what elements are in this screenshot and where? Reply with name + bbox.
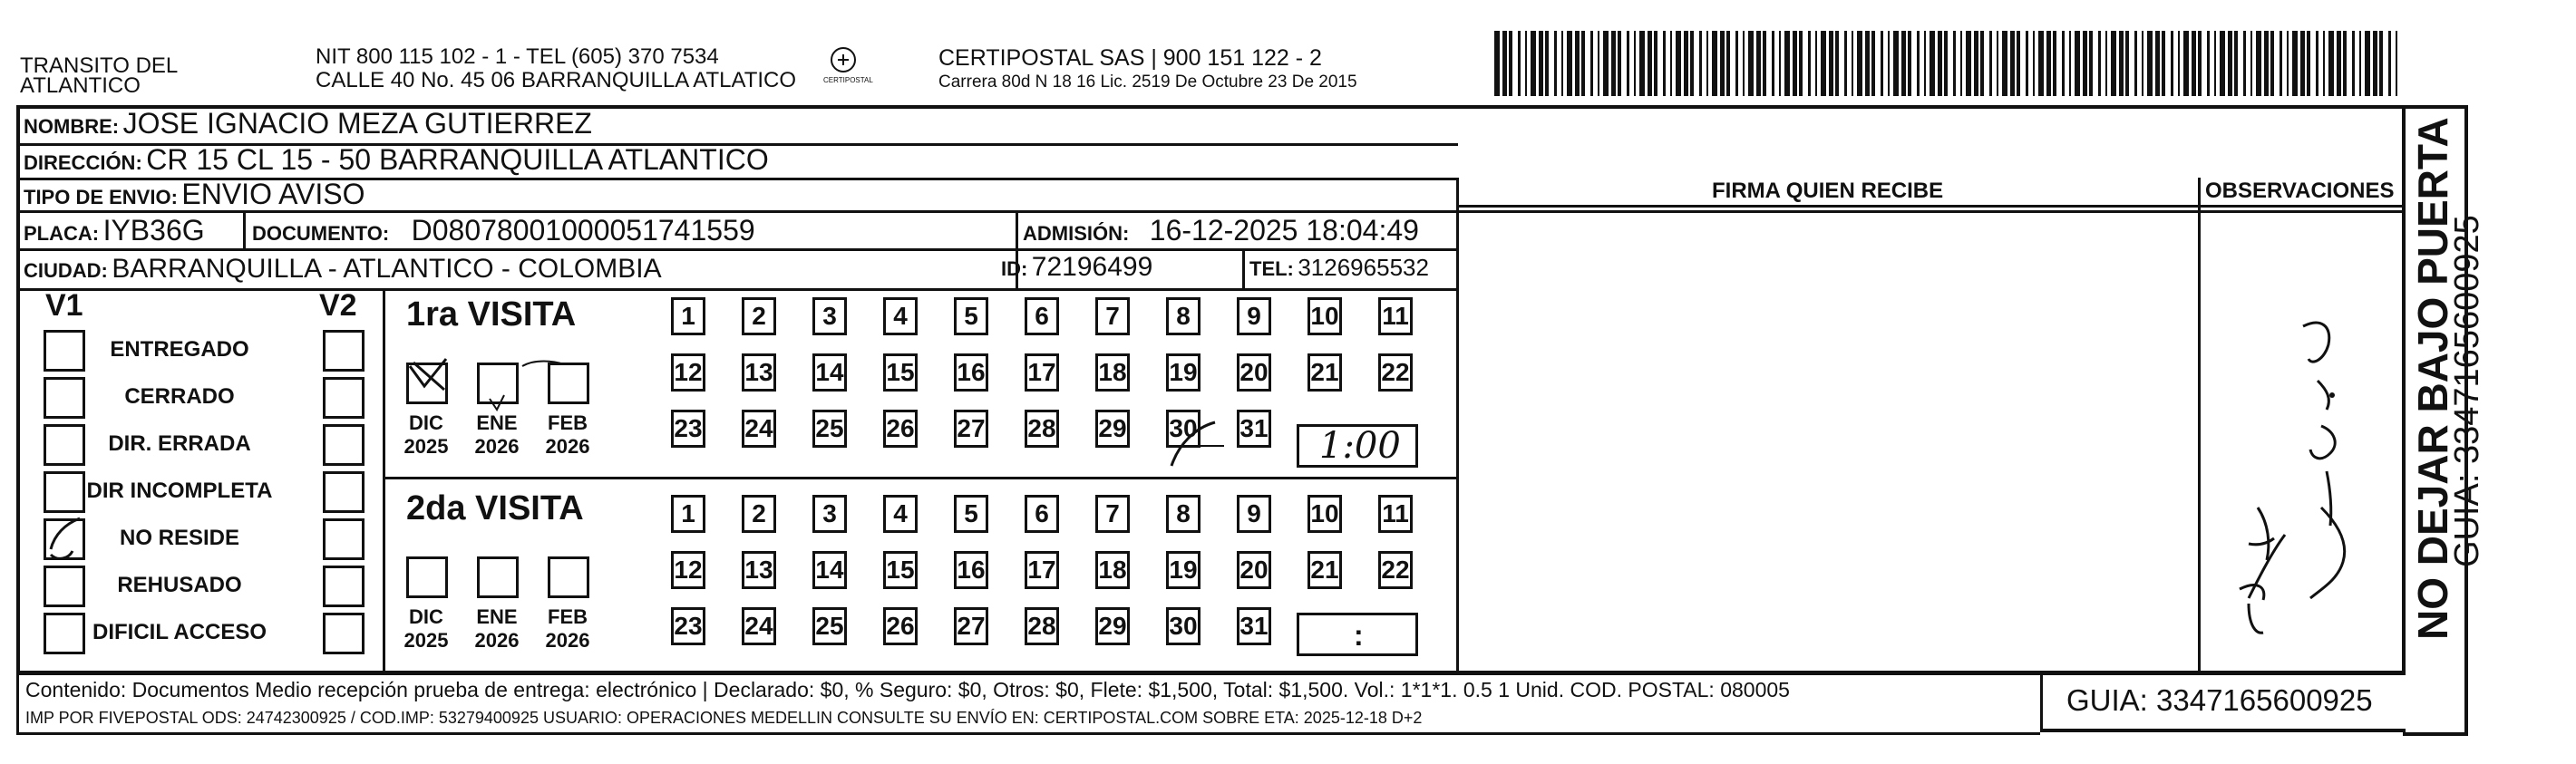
month-name: DIC xyxy=(409,411,443,434)
doc-label: DOCUMENTO: xyxy=(252,222,390,245)
status-label: DIR. ERRADA xyxy=(108,431,251,456)
day-box[interactable]: 30 xyxy=(1166,607,1201,645)
day-box[interactable]: 19 xyxy=(1166,551,1201,589)
day-box[interactable]: 9 xyxy=(1237,495,1271,533)
month-year: 2026 xyxy=(474,435,520,458)
footer-guia-box xyxy=(2040,672,2406,732)
tel-value: 3126965532 xyxy=(1298,254,1429,281)
recipient-name: JOSE IGNACIO MEZA GUTIERREZ xyxy=(122,107,592,140)
day-box[interactable]: 13 xyxy=(742,551,776,589)
status-label: REHUSADO xyxy=(117,573,242,597)
month-year: 2026 xyxy=(545,435,590,458)
day-box[interactable]: 2 xyxy=(742,495,776,533)
day-box[interactable]: 26 xyxy=(883,410,918,448)
status-label: DIR INCOMPLETA xyxy=(86,479,273,503)
day-box[interactable]: 9 xyxy=(1237,297,1271,335)
day-box[interactable]: 27 xyxy=(954,607,988,645)
day-box[interactable]: 18 xyxy=(1095,353,1130,392)
day-box[interactable]: 25 xyxy=(812,607,847,645)
v1-label: V1 xyxy=(45,288,83,323)
doc-value: D08078001000051741559 xyxy=(411,214,755,247)
day-box[interactable]: 11 xyxy=(1378,297,1413,335)
logo-text: CERTIPOSTAL xyxy=(823,76,873,84)
day-box[interactable]: 5 xyxy=(954,495,988,533)
day-box[interactable]: 28 xyxy=(1025,607,1059,645)
day-box[interactable]: 10 xyxy=(1307,495,1342,533)
nit-line: NIT 800 115 102 - 1 - TEL (605) 370 7534 xyxy=(316,44,719,69)
day-box[interactable]: 17 xyxy=(1025,551,1059,589)
day-box[interactable]: 10 xyxy=(1307,297,1342,335)
day-box[interactable]: 14 xyxy=(812,353,847,392)
footer-guia: GUIA: 3347165600925 xyxy=(2066,683,2373,717)
org-name-line1: TRANSITO DEL xyxy=(20,53,179,78)
day-box[interactable]: 18 xyxy=(1095,551,1130,589)
day-box[interactable]: 24 xyxy=(742,607,776,645)
day-box[interactable]: 12 xyxy=(671,551,705,589)
city-label: CIUDAD: xyxy=(24,259,108,282)
day-box[interactable]: 8 xyxy=(1166,495,1201,533)
day-box[interactable]: 12 xyxy=(671,353,705,392)
day-box[interactable]: 31 xyxy=(1237,410,1271,448)
footer-content-line: Contenido: Documentos Medio recepción prueba de entrega: electrónico | Declarado: $0, % Seguro: $0, Otros: $0, Flete: $1,500, Total: $1,500. Vol.: 1*1*1. 0.5 1 Unid. COD. POSTAL: 080005 xyxy=(25,678,1790,701)
day-box[interactable]: 11 xyxy=(1378,495,1413,533)
status-label: CERRADO xyxy=(124,384,235,409)
month-name: FEB xyxy=(548,411,588,434)
day-box[interactable]: 22 xyxy=(1378,353,1413,392)
status-label: ENTREGADO xyxy=(110,337,249,362)
month-year: 2025 xyxy=(403,629,449,652)
day-box[interactable]: 26 xyxy=(883,607,918,645)
day-box[interactable]: 25 xyxy=(812,410,847,448)
day-box[interactable]: 1 xyxy=(671,495,705,533)
day-box[interactable]: 24 xyxy=(742,410,776,448)
plate-label: PLACA: xyxy=(24,222,100,245)
v2-label: V2 xyxy=(319,288,357,323)
side-guia: GUIA: 3347165600925 xyxy=(2448,215,2486,567)
month-year: 2025 xyxy=(403,435,449,458)
status-label: NO RESIDE xyxy=(119,526,240,550)
month-year: 2026 xyxy=(545,629,590,652)
day-box[interactable]: 6 xyxy=(1025,495,1059,533)
org-name-line2: ATLANTICO xyxy=(20,73,141,98)
day-box[interactable]: 5 xyxy=(954,297,988,335)
month-name: ENE xyxy=(476,605,518,628)
day-box[interactable]: 6 xyxy=(1025,297,1059,335)
month-name: ENE xyxy=(476,411,518,434)
month-year: 2026 xyxy=(474,629,520,652)
day-box[interactable]: 1 xyxy=(671,297,705,335)
day-box[interactable]: 17 xyxy=(1025,353,1059,392)
license-line: Carrera 80d N 18 16 Lic. 2519 De Octubre 23 De 2015 xyxy=(938,73,1357,92)
name-label: NOMBRE: xyxy=(24,115,120,138)
day-box[interactable]: 31 xyxy=(1237,607,1271,645)
admission-value: 16-12-2025 18:04:49 xyxy=(1149,214,1419,247)
id-label: ID: xyxy=(1001,257,1028,280)
day-box[interactable]: 29 xyxy=(1095,607,1130,645)
day-box[interactable]: 7 xyxy=(1095,297,1130,335)
day-box[interactable]: 4 xyxy=(883,495,918,533)
day-box[interactable]: 22 xyxy=(1378,551,1413,589)
day-box[interactable]: 23 xyxy=(671,607,705,645)
day-box[interactable]: 28 xyxy=(1025,410,1059,448)
day-box[interactable]: 21 xyxy=(1307,353,1342,392)
day-box[interactable]: 7 xyxy=(1095,495,1130,533)
day-box[interactable]: 15 xyxy=(883,551,918,589)
day-box[interactable]: 14 xyxy=(812,551,847,589)
courier-line: CERTIPOSTAL SAS | 900 151 122 - 2 xyxy=(938,45,1322,71)
day-box[interactable]: 19 xyxy=(1166,353,1201,392)
side-warning: NO DEJAR BAJO PUERTA xyxy=(2409,117,2456,640)
day-box[interactable]: 20 xyxy=(1237,353,1271,392)
status-label: DIFICIL ACCESO xyxy=(92,620,267,644)
day-box[interactable]: 2 xyxy=(742,297,776,335)
day-box[interactable]: 3 xyxy=(812,495,847,533)
day-box[interactable]: 13 xyxy=(742,353,776,392)
day-box[interactable]: 21 xyxy=(1307,551,1342,589)
visit2-time-sep: : xyxy=(1354,619,1364,652)
day-box[interactable]: 16 xyxy=(954,353,988,392)
recipient-address: CR 15 CL 15 - 50 BARRANQUILLA ATLANTICO xyxy=(146,143,769,176)
tel-label: TEL: xyxy=(1249,257,1294,280)
admission-label: ADMISIÓN: xyxy=(1023,222,1130,245)
day-box[interactable]: 3 xyxy=(812,297,847,335)
month-name: DIC xyxy=(409,605,443,628)
org-address-line: CALLE 40 No. 45 06 BARRANQUILLA ATLATICO xyxy=(316,68,797,92)
plate-value: IYB36G xyxy=(102,214,205,247)
signature-header: FIRMA QUIEN RECIBE xyxy=(1712,179,1944,203)
month-name: FEB xyxy=(548,605,588,628)
day-box[interactable]: 16 xyxy=(954,551,988,589)
visit2-title: 2da VISITA xyxy=(406,489,584,527)
visit1-title: 1ra VISITA xyxy=(406,295,577,334)
day-box[interactable]: 29 xyxy=(1095,410,1130,448)
ship-type-label: TIPO DE ENVIO: xyxy=(24,186,178,208)
observations-header: OBSERVACIONES xyxy=(2205,179,2395,203)
day-box[interactable]: 27 xyxy=(954,410,988,448)
id-value: 72196499 xyxy=(1031,252,1153,282)
city-value: BARRANQUILLA - ATLANTICO - COLOMBIA xyxy=(112,254,662,284)
day-box[interactable]: 23 xyxy=(671,410,705,448)
day-box[interactable]: 4 xyxy=(883,297,918,335)
visit1-time-handwritten: 1:00 xyxy=(1319,425,1401,467)
day-box[interactable]: 20 xyxy=(1237,551,1271,589)
footer-imp-line: IMP POR FIVEPOSTAL ODS: 24742300925 / COD.IMP: 53279400925 USUARIO: OPERACIONES MEDELLIN CONSULTE SU ENVÍO EN: CERTIPOSTAL.COM SOBRE ETA: 2025-12-18 D+2 xyxy=(25,709,1423,727)
ship-type: ENVIO AVISO xyxy=(181,178,365,210)
day-box[interactable]: 15 xyxy=(883,353,918,392)
day-box[interactable]: 30 xyxy=(1166,410,1201,448)
day-box[interactable]: 8 xyxy=(1166,297,1201,335)
address-label: DIRECCIÓN: xyxy=(24,151,142,174)
